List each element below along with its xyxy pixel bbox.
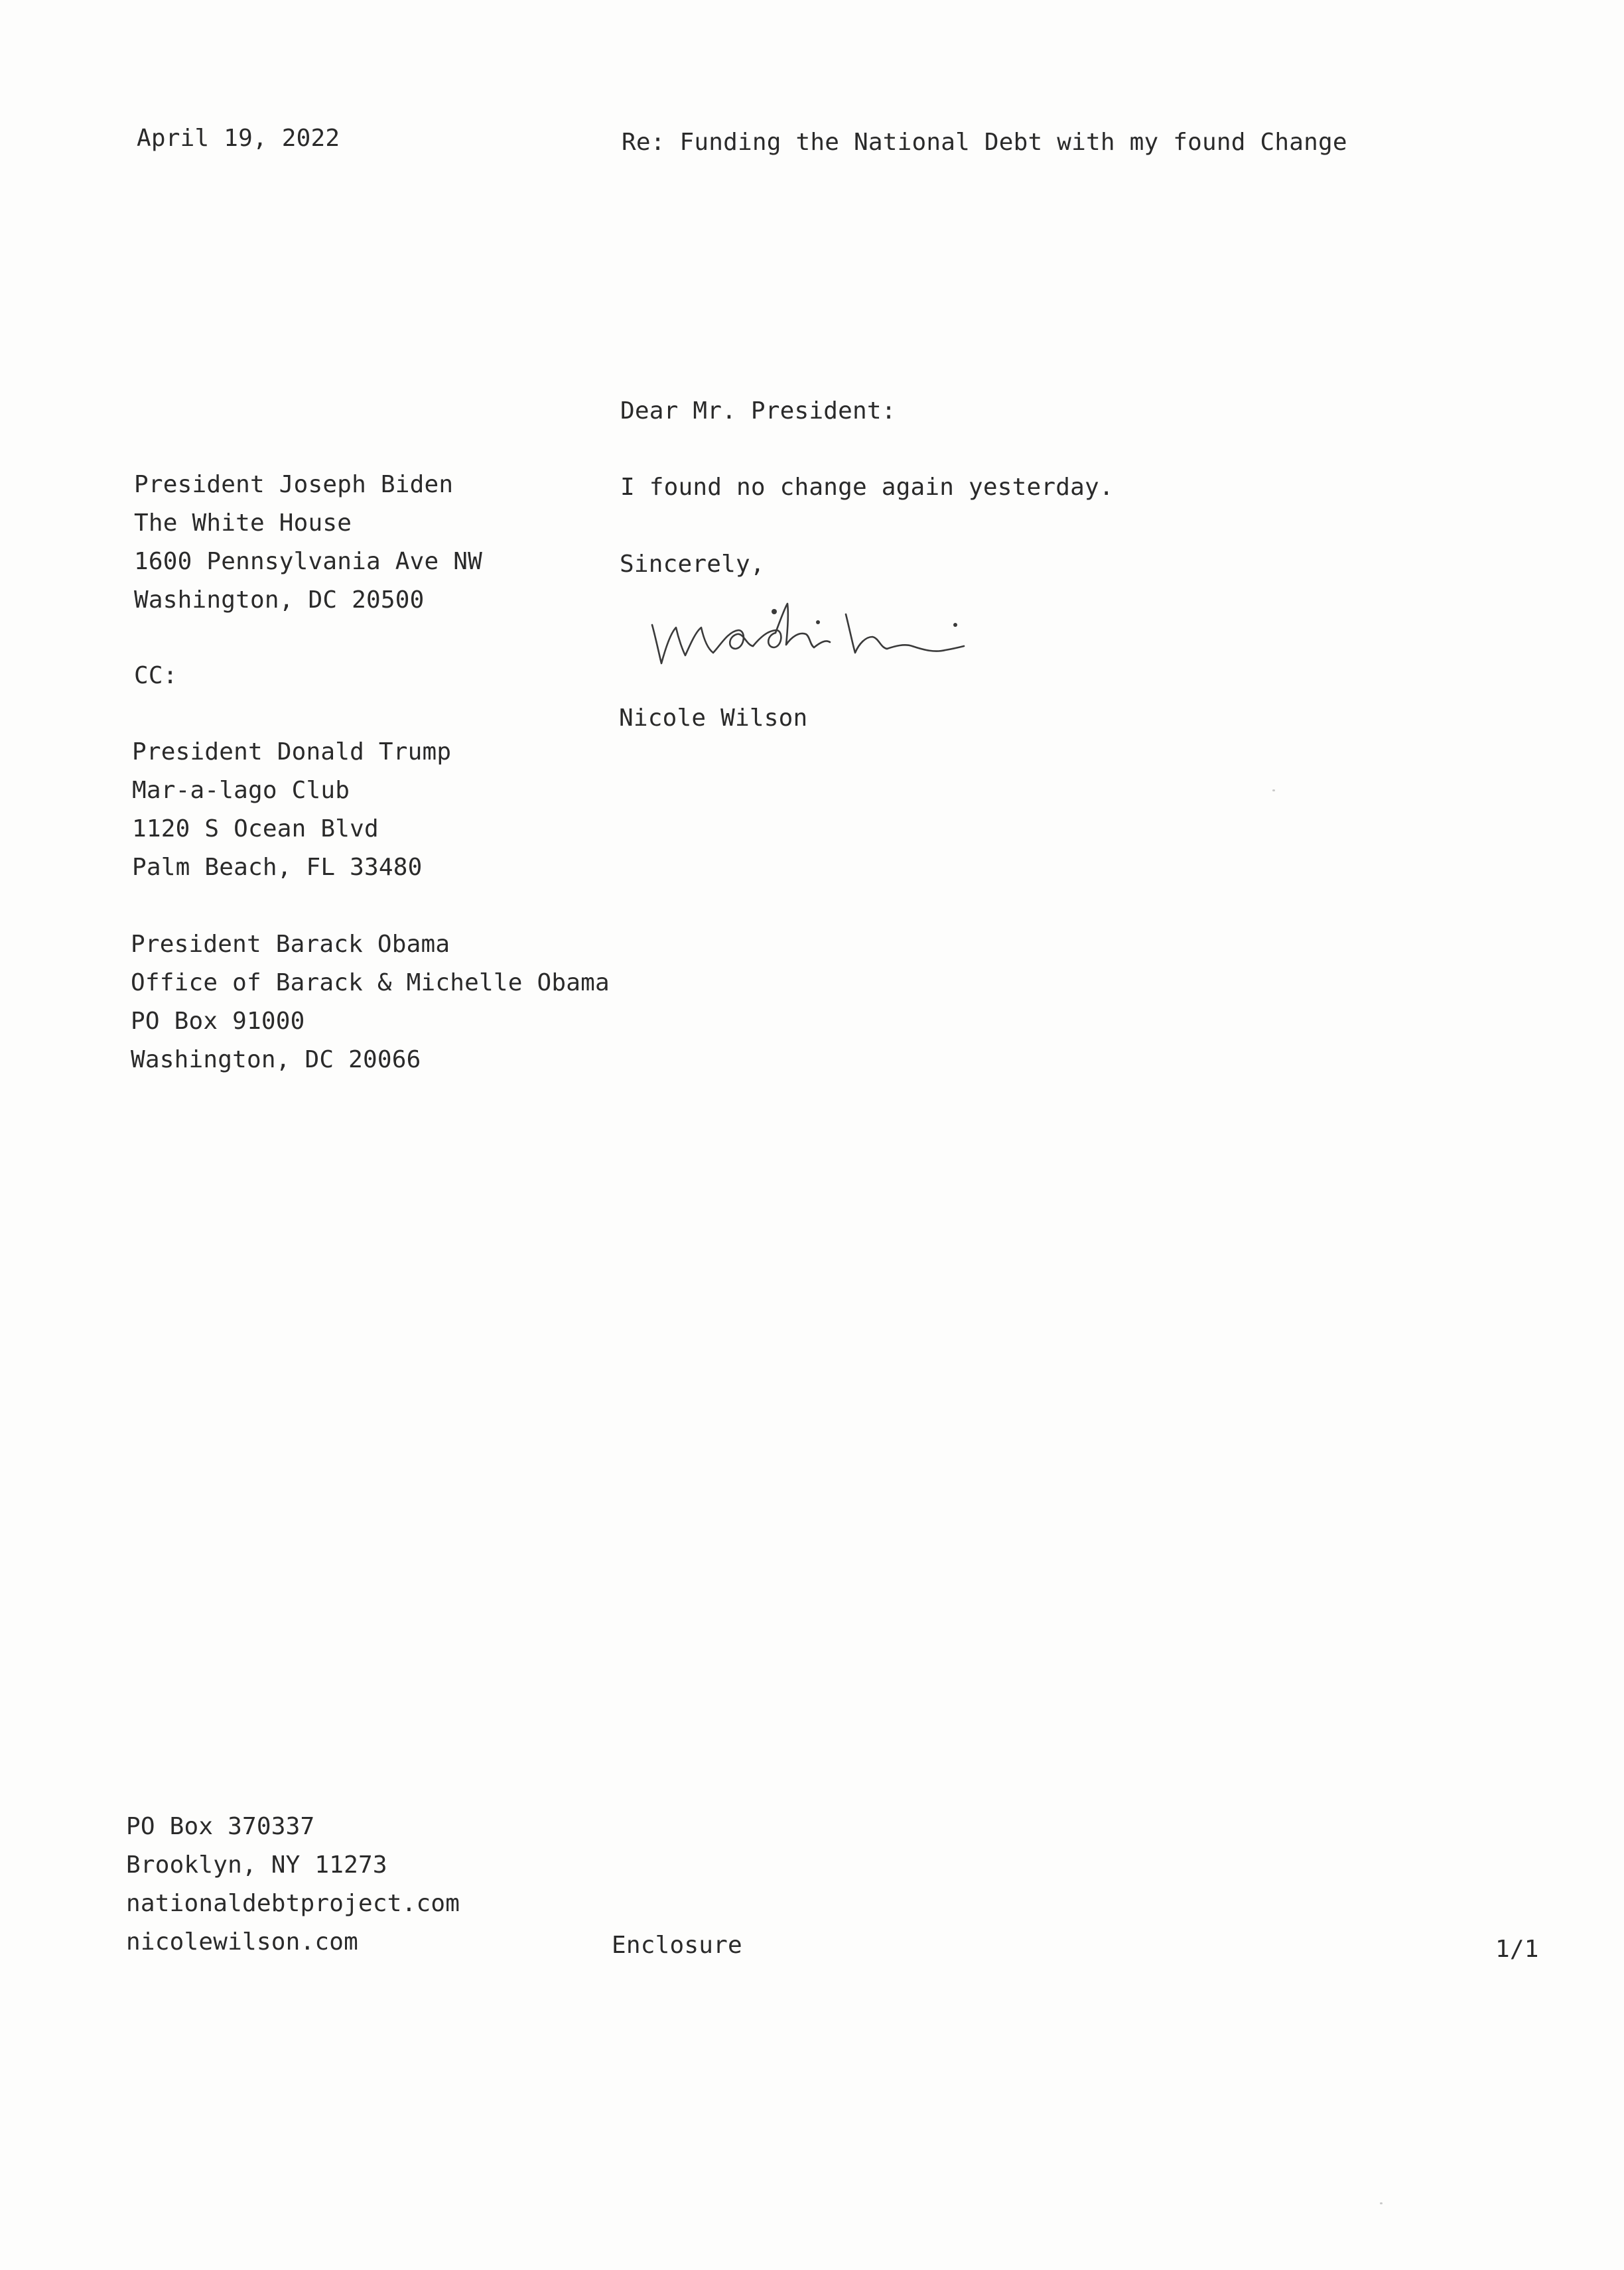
- address-line: Washington, DC 20500: [134, 586, 425, 614]
- signature-dot: [816, 620, 820, 624]
- address-line: 1600 Pennsylvania Ave NW: [134, 548, 482, 575]
- address-line: Palm Beach, FL 33480: [132, 854, 423, 881]
- address-line: Office of Barack & Michelle Obama: [131, 969, 610, 996]
- footer-line: Brooklyn, NY 11273: [126, 1851, 387, 1879]
- sender-name: Nicole Wilson: [619, 704, 808, 732]
- address-line: President Joseph Biden: [134, 471, 454, 498]
- paper-speck: [1272, 789, 1275, 791]
- page-number: 1/1: [1495, 1936, 1539, 1963]
- closing: Sincerely,: [620, 551, 765, 578]
- address-line: Mar-a-lago Club: [132, 777, 350, 804]
- paper-speck: [1380, 2202, 1383, 2204]
- recipient-address: [134, 466, 482, 620]
- cc-address: [132, 733, 451, 887]
- cc-address: [131, 925, 610, 1079]
- address-line: President Donald Trump: [132, 738, 452, 766]
- address-line: President Barack Obama: [131, 931, 450, 958]
- letter-date: April 19, 2022: [137, 125, 340, 152]
- signature-dot: [953, 623, 957, 627]
- letter-body: I found no change again yesterday.: [620, 474, 1114, 501]
- handwritten-signature: [647, 584, 1005, 683]
- address-line: PO Box 91000: [131, 1008, 305, 1035]
- enclosure-note: Enclosure: [612, 1932, 742, 1959]
- greeting: Dear Mr. President:: [620, 397, 896, 425]
- subject-line: Re: Funding the National Debt with my found Change: [622, 129, 1347, 156]
- footer-line: nationaldebtproject.com: [126, 1890, 460, 1917]
- address-line: Washington, DC 20066: [131, 1046, 421, 1073]
- signature-dot: [772, 609, 777, 614]
- address-line: The White House: [134, 509, 352, 537]
- footer-line: nicolewilson.com: [126, 1928, 358, 1956]
- cc-label: CC:: [134, 662, 178, 689]
- address-line: 1120 S Ocean Blvd: [132, 815, 379, 842]
- footer-line: PO Box 370337: [126, 1813, 315, 1840]
- sender-contact-footer: [126, 1808, 460, 1962]
